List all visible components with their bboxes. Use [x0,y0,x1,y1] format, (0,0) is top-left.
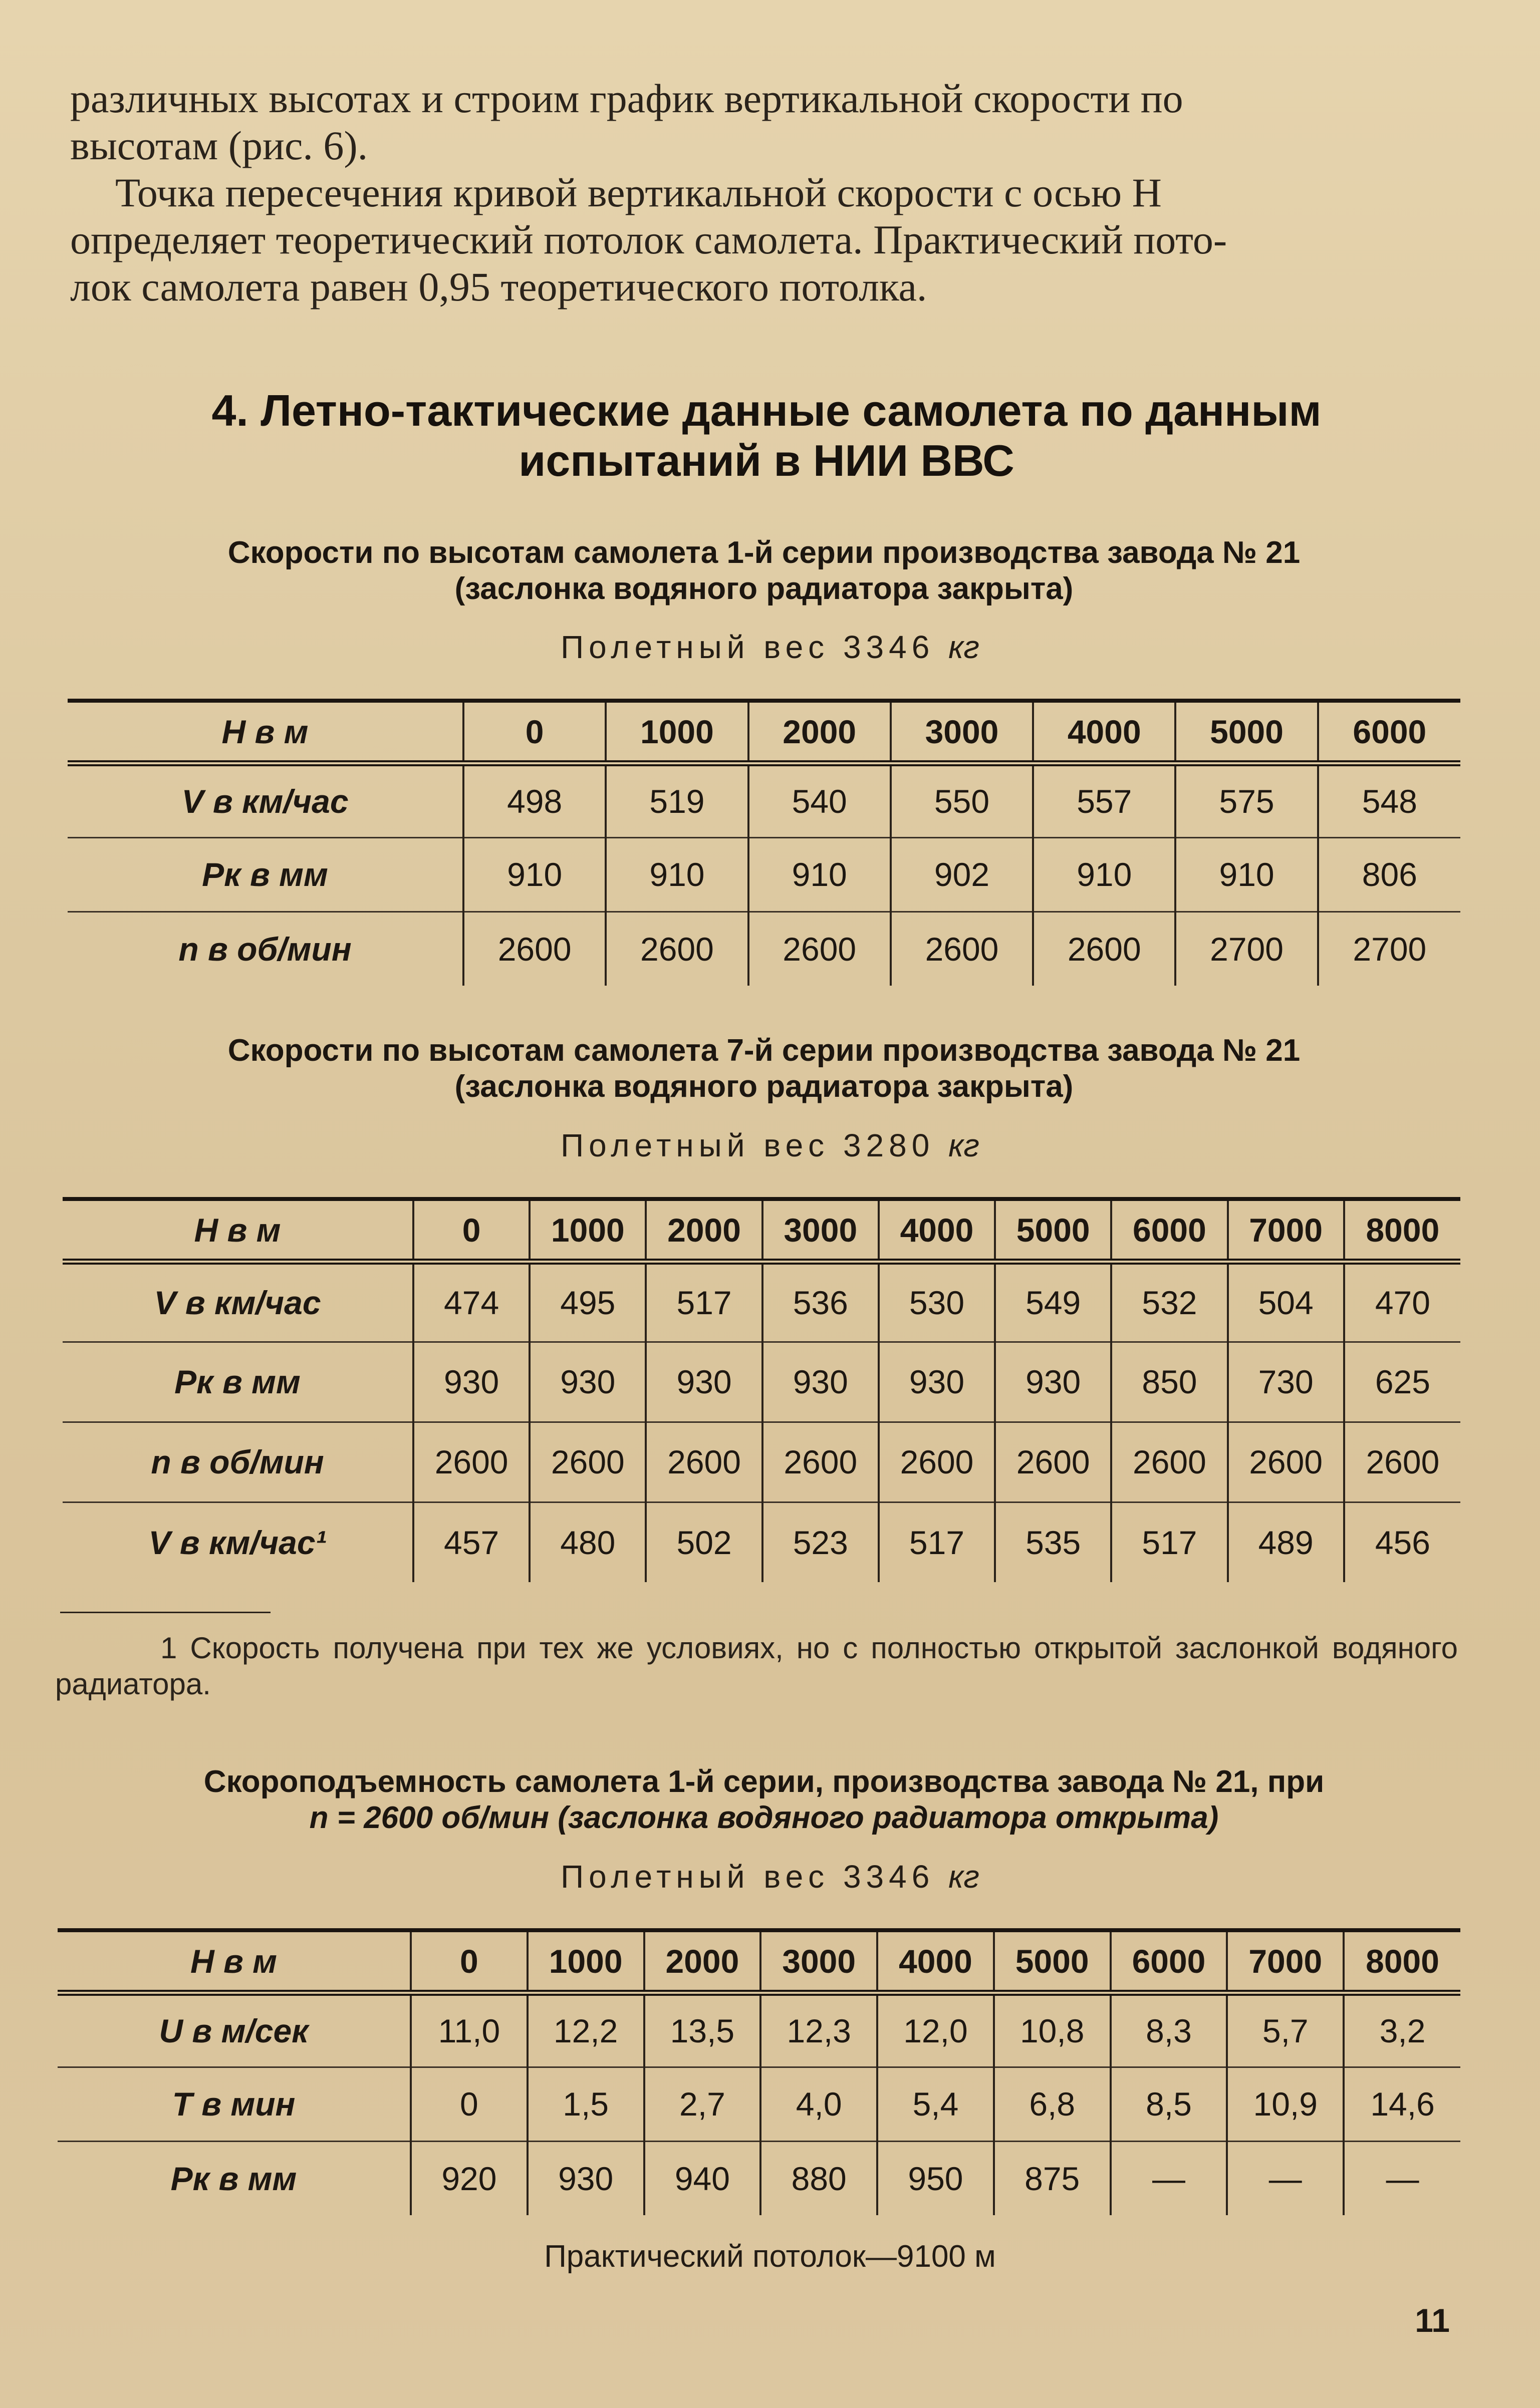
row-label: V в км/час [68,763,463,837]
table-cell: 806 [1318,837,1460,912]
column-header: 4000 [879,1199,995,1262]
table-cell: 625 [1344,1342,1460,1422]
row-label: n в об/мин [63,1422,413,1502]
table-cell: 456 [1344,1502,1460,1582]
footnote-marker: 1 [160,1631,177,1665]
row-label: Pк в мм [170,2160,297,2197]
table-cell: 910 [1033,837,1175,912]
table3 [58,1928,1460,2215]
column-header: 2000 [646,1199,762,1262]
table-row [58,2141,1460,2215]
table-cell: 502 [646,1502,762,1582]
table-cell: 517 [646,1262,762,1342]
column-header: 5000 [1175,701,1318,763]
row-label: V в км/час [63,1262,413,1342]
row-label: Pк в мм [63,1342,413,1422]
table3-caption [65,1764,1463,1836]
table-row [68,837,1460,912]
table-cell: 8,5 [1111,2067,1227,2141]
table-cell: 2700 [1318,912,1460,986]
table-cell: 575 [1175,763,1318,837]
table-cell: 540 [748,763,891,837]
table-cell: 875 [994,2141,1111,2215]
table2-caption-line2: (заслонка водяного радиатора закрыта) [454,1069,1074,1104]
intro-line: Точка пересечения кривой вертикальной скорости с осью H [115,170,1162,215]
footnote-rule [60,1612,271,1613]
table-cell: 480 [530,1502,646,1582]
column-header: 1000 [528,1930,644,1993]
table-cell: 2600 [891,912,1033,986]
table-cell: 730 [1228,1342,1344,1422]
intro-line: определяет теоретический потолок самолета. Практический пото- [70,217,1227,262]
table-cell: 12,2 [528,1993,644,2067]
header-label: H в м [68,701,463,763]
table1 [68,699,1460,986]
column-header: 8000 [1344,1199,1460,1262]
weight-unit: кг [948,1859,979,1895]
table2-caption [65,1033,1463,1105]
table-cell: 550 [891,763,1033,837]
table-cell: 13,5 [644,1993,761,2067]
table2 [63,1197,1460,1582]
weight-value: 3346 [843,629,935,665]
table1-caption-line1: Скорости по высотам самолета 1-й серии производства завода № 21 [227,535,1301,570]
table-cell: 2600 [879,1422,995,1502]
table-cell: 930 [530,1342,646,1422]
header-label: H в м [58,1930,411,1993]
weight-unit: кг [948,629,979,665]
column-header: 0 [463,701,606,763]
column-header: 2000 [748,701,891,763]
table-cell: 2600 [646,1422,762,1502]
table-cell: 549 [995,1262,1111,1342]
table-cell: 489 [1228,1502,1344,1582]
table-cell: 2,7 [644,2067,761,2141]
table-cell: 5,4 [877,2067,994,2141]
table-cell: 8,3 [1111,1993,1227,2067]
table-cell: 930 [646,1342,762,1422]
table-row [58,2067,1460,2141]
table-cell: 12,0 [877,1993,994,2067]
table-cell: 11,0 [411,1993,528,2067]
table3-caption-line2: n = 2600 об/мин (заслонка водяного радиатора открыта) [309,1800,1219,1835]
table-cell: 517 [879,1502,995,1582]
table-row [63,1342,1460,1422]
table-cell: 1,5 [528,2067,644,2141]
table-cell: 2600 [463,912,606,986]
table2-caption-line1: Скорости по высотам самолета 7-й серии производства завода № 21 [227,1033,1301,1068]
table-cell: 519 [606,763,748,837]
table-cell: 950 [877,2141,994,2215]
table-cell: 536 [762,1262,879,1342]
table-cell: — [1111,2141,1227,2215]
weight-value: 3280 [843,1127,935,1163]
table-cell: 470 [1344,1262,1460,1342]
table1-caption [65,535,1463,607]
table-cell: 2600 [1111,1422,1227,1502]
row-label: n в об/мин [178,930,352,968]
header-label: H в м [63,1199,413,1262]
column-header: 7000 [1227,1930,1344,1993]
table-cell: 2600 [1033,912,1175,986]
table-cell: 2600 [413,1422,530,1502]
table-cell: 532 [1111,1262,1227,1342]
section-title [60,386,1473,486]
table-cell: — [1227,2141,1344,2215]
table-cell: 495 [530,1262,646,1342]
table-row [63,1422,1460,1502]
section-title-line2: испытаний в НИИ ВВС [519,436,1014,485]
intro-paragraph [70,75,1463,311]
table-cell: 850 [1111,1342,1227,1422]
table-cell: 902 [891,837,1033,912]
row-label: U в м/сек [58,1993,411,2067]
weight-unit: кг [948,1127,979,1163]
table-cell: 523 [762,1502,879,1582]
table-cell: 548 [1318,763,1460,837]
table-cell: 2600 [606,912,748,986]
table-row [63,1262,1460,1342]
table-cell: 517 [1111,1502,1227,1582]
table-cell: 557 [1033,763,1175,837]
weight-label: Полетный вес [561,629,830,665]
table-cell: 940 [644,2141,761,2215]
table-cell: 910 [1175,837,1318,912]
table2-weight [0,1127,1540,1164]
page-number: 11 [1415,2302,1450,2339]
table3-weight [0,1858,1540,1895]
section-title-line1: 4. Летно-тактические данные самолета по данным [211,386,1322,435]
table-cell: 2700 [1175,912,1318,986]
table-cell: 910 [463,837,606,912]
table-cell: 2600 [748,912,891,986]
column-header: 2000 [644,1930,761,1993]
table-row [58,1993,1460,2067]
column-header: 6000 [1318,701,1460,763]
table-cell: 0 [411,2067,528,2141]
table-cell: 5,7 [1227,1993,1344,2067]
table-cell: 910 [748,837,891,912]
weight-label: Полетный вес [561,1127,830,1163]
intro-line: различных высотах и строим график вертикальной скорости по [70,76,1183,121]
column-header: 1000 [530,1199,646,1262]
table-cell: 457 [413,1502,530,1582]
column-header: 4000 [877,1930,994,1993]
row-label: V в км/час¹ [148,1524,327,1561]
table-cell: 920 [411,2141,528,2215]
column-header: 0 [413,1199,530,1262]
table-cell: 880 [760,2141,877,2215]
column-header: 1000 [606,701,748,763]
table-cell: 4,0 [760,2067,877,2141]
table-cell: 14,6 [1344,2067,1460,2141]
table-cell: 930 [762,1342,879,1422]
table-cell: 2600 [762,1422,879,1502]
footnote-text: Скорость получена при тех же условиях, но с полностью открытой заслонкой водяного радиатора. [55,1631,1458,1701]
table-cell: 2600 [995,1422,1111,1502]
practical-ceiling: Практический потолок—9100 м [544,2239,996,2274]
column-header: 6000 [1111,1930,1227,1993]
column-header: 6000 [1111,1199,1227,1262]
weight-value: 3346 [843,1859,935,1895]
table-cell: 2600 [1344,1422,1460,1502]
column-header: 5000 [995,1199,1111,1262]
column-header: 7000 [1228,1199,1344,1262]
footnote [55,1630,1458,1702]
weight-label: Полетный вес [561,1859,830,1895]
table-cell: 2600 [530,1422,646,1502]
column-header: 3000 [762,1199,879,1262]
column-header: 3000 [891,701,1033,763]
table1-caption-line2: (заслонка водяного радиатора закрыта) [454,571,1074,606]
intro-line: лок самолета равен 0,95 теоретического потолка. [70,264,927,310]
column-header: 0 [411,1930,528,1993]
table-cell: 930 [413,1342,530,1422]
table3-caption-line1: Скороподъемность самолета 1-й серии, производства завода № 21, при [203,1764,1325,1799]
table-cell: 504 [1228,1262,1344,1342]
table-cell: 474 [413,1262,530,1342]
table-row [68,763,1460,837]
table1-weight [0,629,1540,666]
intro-line: высотам (рис. 6). [70,123,368,168]
table-row [68,912,1460,986]
table-cell: 3,2 [1344,1993,1460,2067]
table-cell: 2600 [1228,1422,1344,1502]
row-label: Pк в мм [68,837,463,912]
table-row [63,1502,1460,1582]
row-label: T в мин [58,2067,411,2141]
table-cell: 930 [528,2141,644,2215]
table-cell: 930 [879,1342,995,1422]
column-header: 4000 [1033,701,1175,763]
column-header: 8000 [1344,1930,1460,1993]
table-cell: 530 [879,1262,995,1342]
table-cell: 10,8 [994,1993,1111,2067]
column-header: 3000 [760,1930,877,1993]
table-cell: — [1344,2141,1460,2215]
table-cell: 910 [606,837,748,912]
table-cell: 930 [995,1342,1111,1422]
table-cell: 498 [463,763,606,837]
table-cell: 10,9 [1227,2067,1344,2141]
table-cell: 6,8 [994,2067,1111,2141]
column-header: 5000 [994,1930,1111,1993]
table-cell: 12,3 [760,1993,877,2067]
table-cell: 535 [995,1502,1111,1582]
